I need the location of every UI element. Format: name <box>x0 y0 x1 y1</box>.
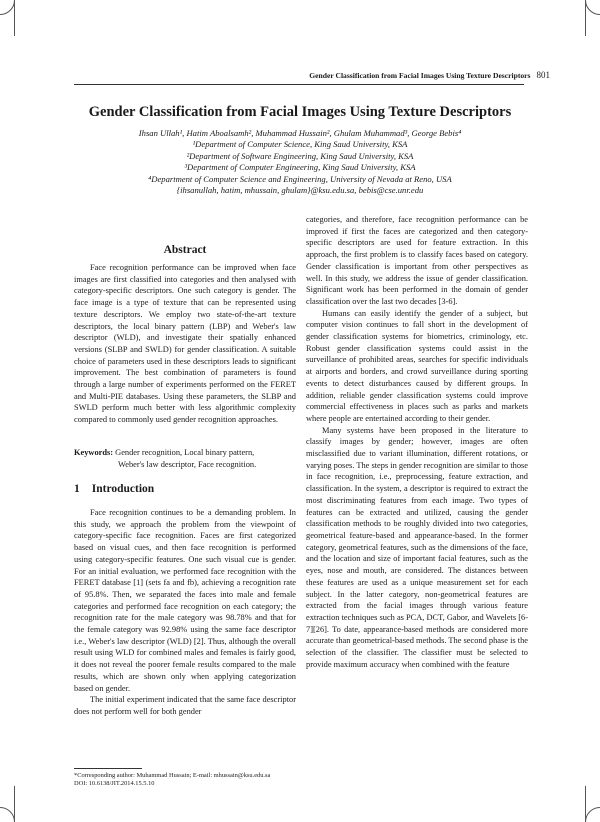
crop-line-bottom-right <box>585 786 586 822</box>
introduction-body <box>74 507 296 718</box>
page-number: 801 <box>536 70 550 80</box>
running-header <box>250 70 550 80</box>
crop-mark-bottom-right <box>585 807 600 822</box>
corresponding-author: *Corresponding author: Muhammad Hussain; E-mail: mhussain@ksu.edu.sa <box>74 772 271 779</box>
keywords-line-1: Gender recognition, Local binary pattern, <box>115 448 255 457</box>
crop-line-bottom-left <box>14 786 15 822</box>
abstract-body <box>74 262 296 426</box>
affiliation-4: ⁴Department of Computer Science and Engineering, University of Nevada at Reno, USA <box>148 173 452 184</box>
keywords-line-2: Weber's law descriptor, Face recognition. <box>118 459 257 469</box>
abstract-text: Face recognition performance can be improved when face images are first classified into categories and then analysed with category-specific descriptors. One such category is gender. The face image is a type of texture that can be represented using texture descriptors. We employ two state-of-the-art texture descriptors, the local binary pattern (LBP) and Weber's law descriptor (WLD), and investigate their spatially enhanced versions (SLBP and SWLD) for gender classification. A suitable choice of parameters used in these descriptors leads to significant improvement. The best combination of parameters is found through a large number of experiments performed on the FERET and Multi-PIE databases. Using these parameters, the SLBP and SWLD perform much better with less algorithmic complexity compared to commonly used gender recognition approaches. <box>74 263 296 425</box>
abstract-heading: Abstract <box>163 244 207 256</box>
right-paragraph-1: categories, and therefore, face recognition performance can be improved if first the faces are categorized and then category-specific descriptors are used for feature extraction. In this approach, the first problem is to classify faces based on category. Gender classification is important from other perspectives as well. In this study, we address the issue of gender classification. Significant work has been performed in the domain of gender classification over the last two decades [3-6]. <box>306 215 528 306</box>
crop-line-top-left <box>14 0 15 36</box>
affiliation-2: ²Department of Software Engineering, King Saud University, KSA <box>186 150 414 161</box>
running-title: Gender Classification from Facial Images Using Texture Descriptors <box>309 71 531 80</box>
right-paragraph-2: Humans can easily identify the gender of a subject, but computer vision continues to fall short in the development of gender classification systems for biometrics, criminology, etc. Robust gender classification systems could assist in the surveillance of prohibited areas, searches for specific individuals at airports and borders, and crowd surveillance during sporting events to detect disturbances caused by different groups. In addition, reliable gender classification systems could improve commercial effectiveness in places such as parks and markets where people are entertained according to their gender. <box>306 308 528 423</box>
right-paragraph-3: Many systems have been proposed in the literature to classify images by gender; however, images are often misclassified due to variant illumination, different rotations, or varying poses. The steps in gender recognition are similar to those in face recognition, i.e., preprocessing, feature extraction, and classification. In the system, a descriptor is required to extract the most discriminating features from each image. Two types of features can be extracted and utilized, causing the gender classification methods to be roughly divided into two categories, geometrical feature-based and appearance-based. In the former category, geometrical features, such as the dimensions of the face, and the location and size of important facial features, such as the eyes, nose and mouth, are considered. The distances between these features are used as a unique measurement set for each subject. In the latter category, non-geometrical features are extracted from the facial images through various feature extraction techniques such as PCA, DCT, Gabor, and Wavelets [6-7][26]. To date, appearance-based methods are considered more accurate than geometrical-based methods. The second phase is the selection of the classifier. The classifier must be selected to provide maximum accuracy when combined with the feature <box>306 425 528 669</box>
crop-mark-top-right <box>585 0 600 15</box>
author-block <box>60 128 540 196</box>
crop-line-top-right <box>585 0 586 36</box>
section-heading-introduction <box>74 483 154 495</box>
crop-mark-top-left <box>0 0 15 15</box>
section-title: Introduction <box>91 483 155 495</box>
keywords <box>74 447 296 470</box>
affiliation-3: ³Department of Computer Engineering, King Saud University, KSA <box>184 162 416 173</box>
intro-paragraph-1: Face recognition continues to be a demanding problem. In this study, we approach the problem from the viewpoint of category-specific face recognition. Faces are first categorized based on visual cues, and then face recognition is performed using category-specific features. One such visual cue is gender. For an initial evaluation, we performed face recognition with the FERET database [1] (sets fa and fb), achieving a recognition rate of 95.8%. Then, we separated the faces into male and female categories and performed face recognition on each category; the recognition rate for the male category was 98.78% and that for the female category was 92.98% using the same face descriptor i.e., Weber's law descriptor (WLD) [2]. Thus, although the overall result using WLD for combined males and females is fairly good, it does not reveal the poorer female results compared to the male results, which are shown only when applying categorization based on gender. <box>74 508 296 693</box>
crop-mark-bottom-left <box>0 807 15 822</box>
right-column-body <box>306 214 528 670</box>
footnote-rule <box>74 768 142 769</box>
section-number: 1 <box>74 483 80 495</box>
footnote <box>74 772 270 789</box>
header-rule <box>74 84 524 85</box>
paper-title: Gender Classification from Facial Images Using Texture Descriptors <box>88 104 512 120</box>
doi: DOI: 10.6138/JIT.2014.15.5.10 <box>74 780 155 788</box>
author-emails: {ihsanullah, hatim, mhussain, ghulam}@ksu.edu.sa, bebis@cse.unr.edu <box>176 185 424 196</box>
intro-paragraph-2: The initial experiment indicated that the same face descriptor does not perform well for both gender <box>74 695 296 716</box>
keywords-label: Keywords: <box>74 448 114 457</box>
affiliation-1: ¹Department of Computer Science, King Saud University, KSA <box>192 139 408 150</box>
authors-line: Ihsan Ullah¹, Hatim Aboalsamh², Muhammad Hussain², Ghulam Muhammad³, George Bebis⁴ <box>138 128 462 138</box>
